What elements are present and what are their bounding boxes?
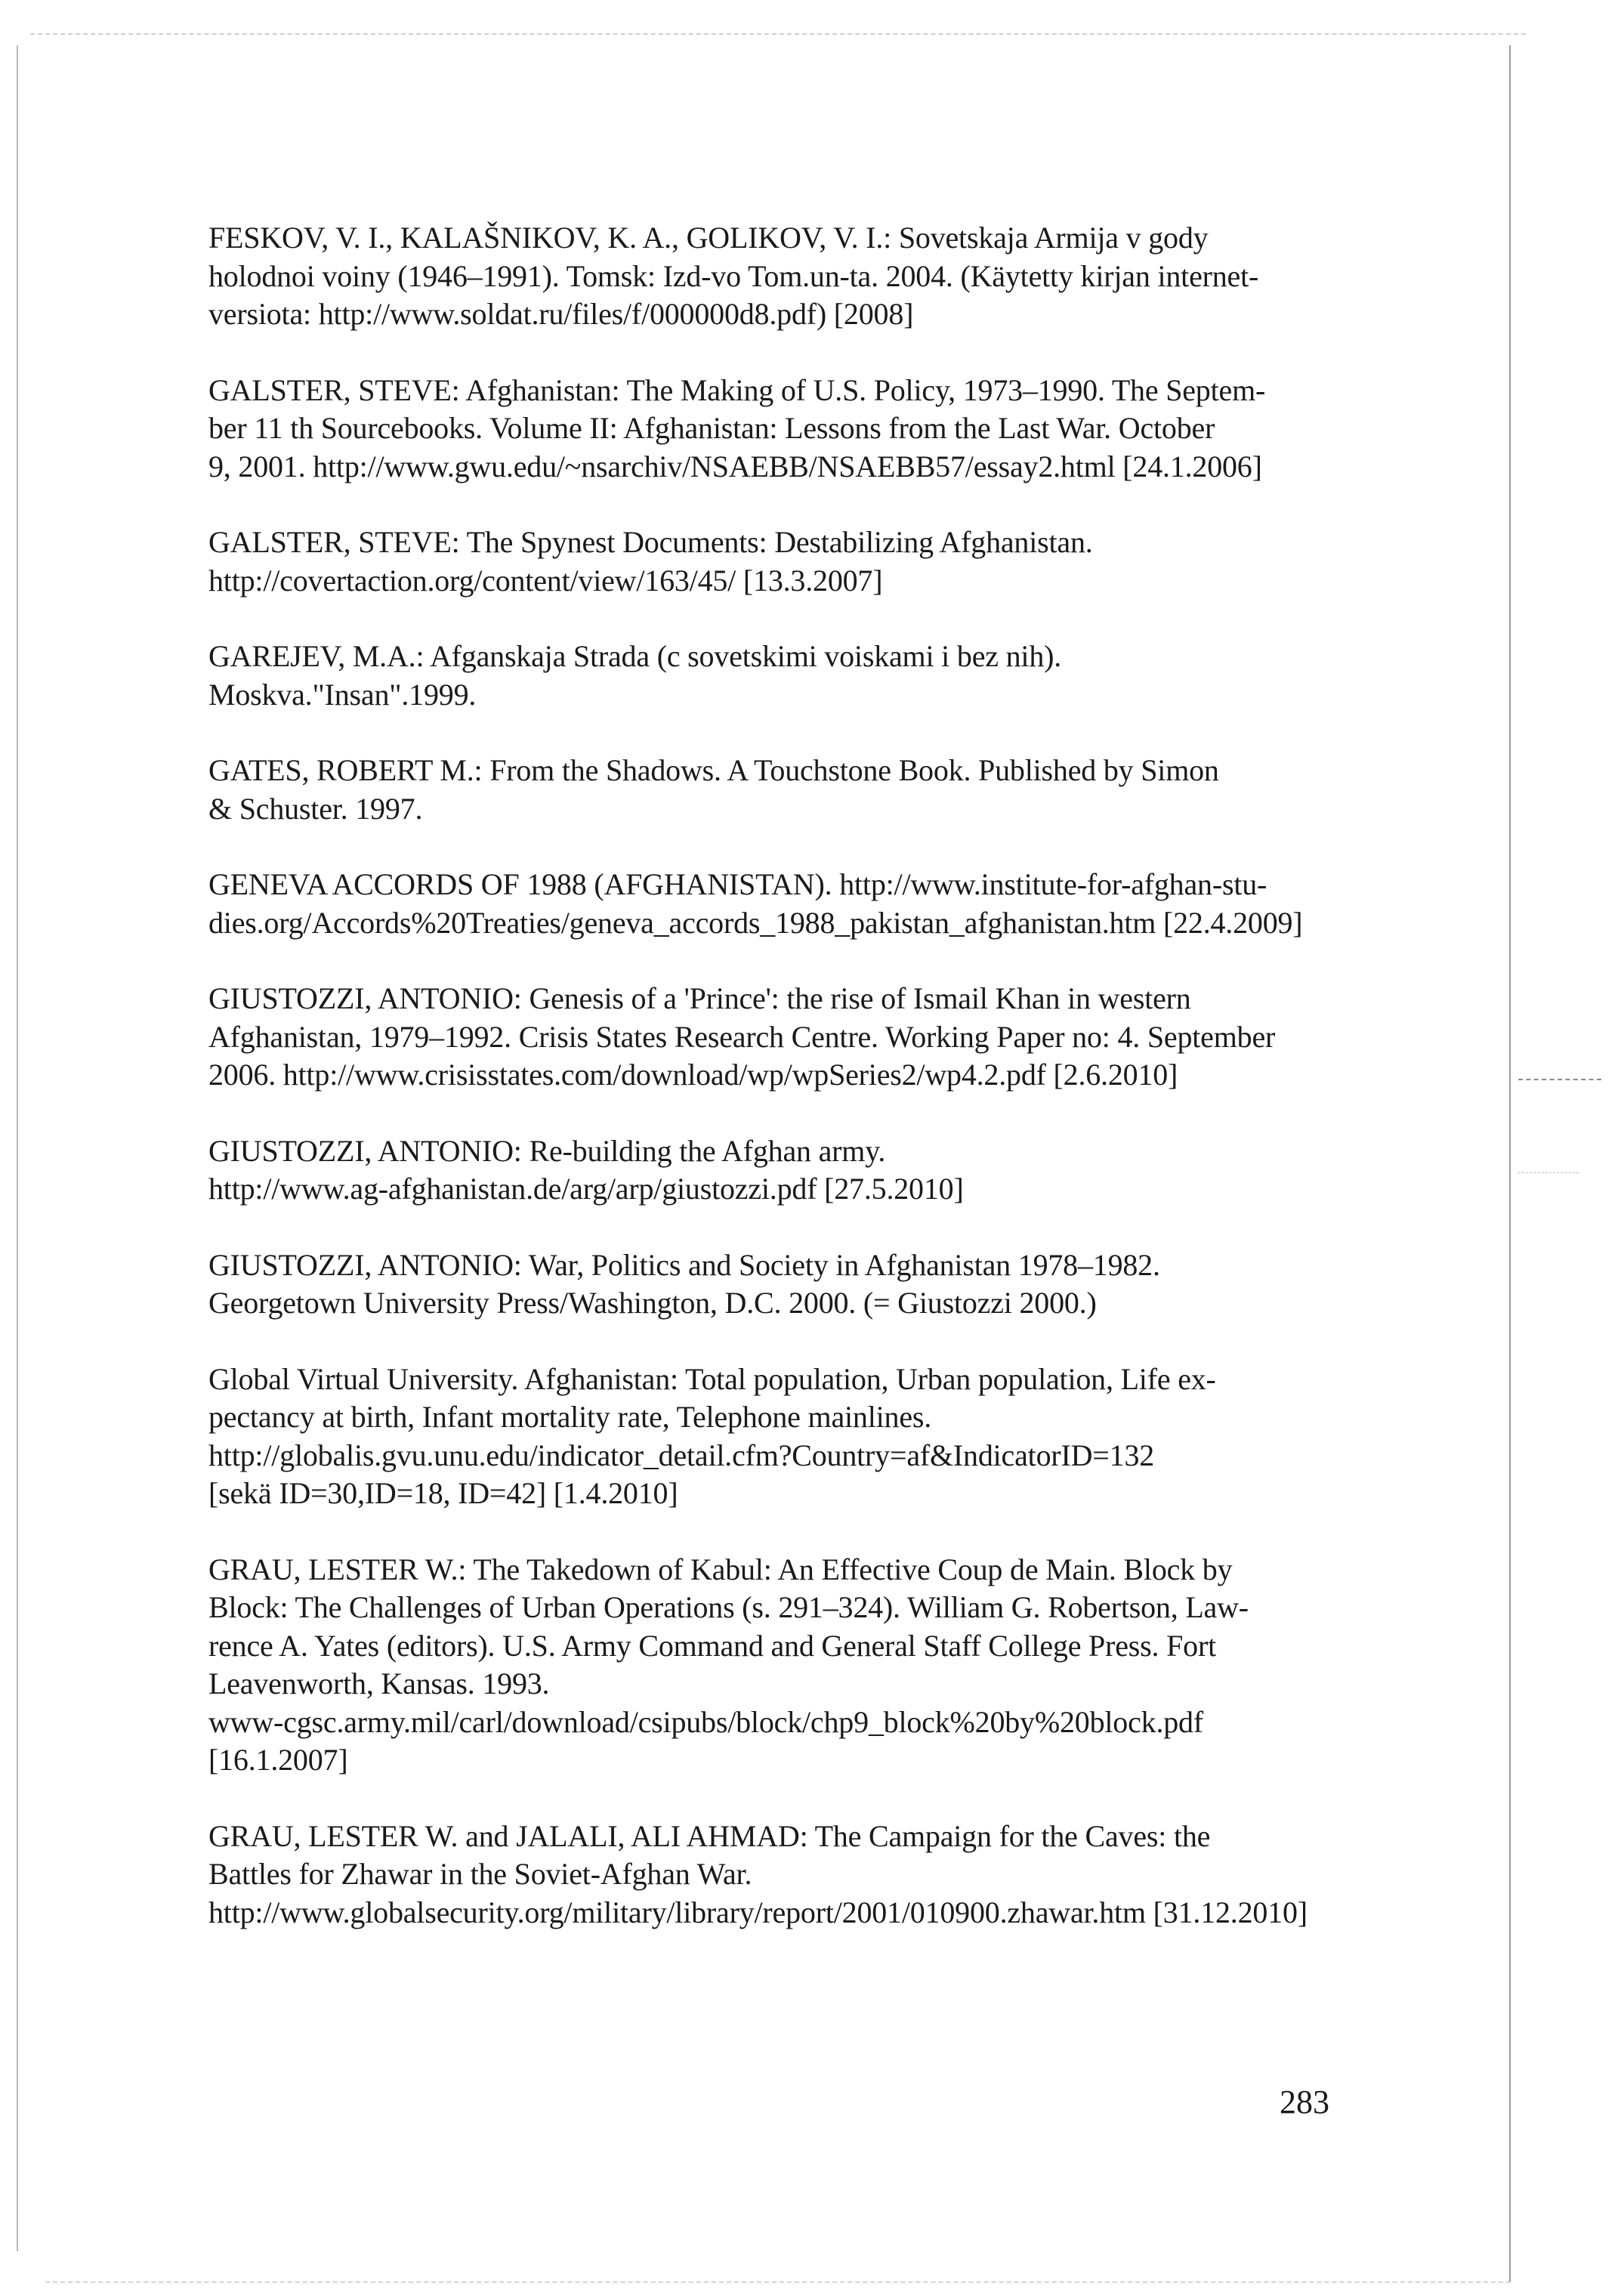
entry-line: pectancy at birth, Infant mortality rate, Telephone mainlines. [208, 1400, 932, 1434]
entry-line: GAREJEV, M.A.: Afganskaja Strada (c sovetskimi voiskami i bez nih). [208, 639, 1062, 673]
entry-line: http://www.globalsecurity.org/military/library/report/2001/010900.zhawar.htm [31.12.2010] [208, 1895, 1308, 1929]
bibliography-entry [208, 1361, 1326, 1513]
entry-line: holodnoi voiny (1946–1991). Tomsk: Izd-vo Tom.un-ta. 2004. (Käytetty kirjan internet- [208, 258, 1259, 293]
entry-line: ber 11 th Sourcebooks. Volume II: Afghanistan: Lessons from the Last War. October [208, 411, 1215, 445]
scan-margin-mark [1518, 1079, 1601, 1080]
bibliography-entry [208, 752, 1326, 828]
entry-line: dies.org/Accords%20Treaties/geneva_accords_1988_pakistan_afghanistan.htm [22.4.2009] [208, 905, 1303, 940]
entry-line: GATES, ROBERT M.: From the Shadows. A Touchstone Book. Published by Simon [208, 753, 1219, 787]
entry-line: 9, 2001. http://www.gwu.edu/~nsarchiv/NSAEBB/NSAEBB57/essay2.html [24.1.2006] [208, 449, 1262, 483]
entry-line: GRAU, LESTER W. and JALALI, ALI AHMAD: The Campaign for the Caves: the [208, 1818, 1211, 1853]
page-number: 283 [1280, 2083, 1329, 2120]
entry-line: Moskva."Insan".1999. [208, 677, 477, 712]
bibliography-entry [208, 1818, 1326, 1932]
entry-line: http://www.ag-afghanistan.de/arg/arp/giustozzi.pdf [27.5.2010] [208, 1172, 964, 1206]
entry-line: GIUSTOZZI, ANTONIO: War, Politics and Society in Afghanistan 1978–1982. [208, 1247, 1160, 1282]
bibliography-entry [208, 1551, 1326, 1780]
scan-edge-left [17, 45, 18, 2251]
bibliography-entry [208, 638, 1326, 714]
entry-line: [sekä ID=30,ID=18, ID=42] [1.4.2010] [208, 1476, 678, 1510]
entry-line: GALSTER, STEVE: The Spynest Documents: Destabilizing Afghanistan. [208, 525, 1093, 559]
entry-line: www-cgsc.army.mil/carl/download/csipubs/block/chp9_block%20by%20block.pdf [208, 1704, 1203, 1739]
entry-line: GIUSTOZZI, ANTONIO: Genesis of a 'Prince': the rise of Ismail Khan in western [208, 981, 1191, 1015]
entry-line: Battles for Zhawar in the Soviet-Afghan War. [208, 1857, 752, 1891]
bibliography-list [208, 219, 1326, 1969]
bibliography-entry [208, 1132, 1326, 1209]
entry-line: versiota: http://www.soldat.ru/files/f/000000d8.pdf) [2008] [208, 297, 914, 331]
entry-line: Leavenworth, Kansas. 1993. [208, 1666, 550, 1700]
scan-margin-mark [1518, 1172, 1579, 1173]
entry-line: & Schuster. 1997. [208, 791, 423, 826]
entry-line: http://covertaction.org/content/view/163/45/ [13.3.2007] [208, 563, 883, 598]
entry-line: GENEVA ACCORDS OF 1988 (AFGHANISTAN). http://www.institute-for-afghan-stu- [208, 867, 1267, 901]
scan-edge-right [1509, 45, 1511, 2281]
entry-line: GRAU, LESTER W.: The Takedown of Kabul: An Effective Coup de Main. Block by [208, 1552, 1233, 1586]
entry-line: Georgetown University Press/Washington, D.C. 2000. (= Giustozzi 2000.) [208, 1286, 1097, 1320]
entry-line: Afghanistan, 1979–1992. Crisis States Research Centre. Working Paper no: 4. September [208, 1019, 1276, 1054]
bibliography-entry [208, 219, 1326, 334]
scan-edge-top [30, 33, 1526, 35]
bibliography-entry [208, 866, 1326, 942]
entry-line: rence A. Yates (editors). U.S. Army Command and General Staff College Press. Fort [208, 1628, 1216, 1663]
entry-line: 2006. http://www.crisisstates.com/download/wp/wpSeries2/wp4.2.pdf [2.6.2010] [208, 1058, 1178, 1092]
entry-line: GALSTER, STEVE: Afghanistan: The Making of U.S. Policy, 1973–1990. The Septem- [208, 372, 1266, 407]
scan-edge-bottom [45, 2281, 1511, 2283]
entry-line: Global Virtual University. Afghanistan: Total population, Urban population, Life ex- [208, 1361, 1216, 1396]
bibliography-entry [208, 980, 1326, 1095]
bibliography-entry [208, 372, 1326, 486]
bibliography-entry [208, 524, 1326, 600]
entry-line: [16.1.2007] [208, 1743, 348, 1777]
entry-line: GIUSTOZZI, ANTONIO: Re-building the Afghan army. [208, 1133, 886, 1168]
bibliography-entry [208, 1246, 1326, 1323]
entry-line: http://globalis.gvu.unu.edu/indicator_detail.cfm?Country=af&IndicatorID=132 [208, 1438, 1155, 1472]
entry-line: Block: The Challenges of Urban Operations (s. 291–324). William G. Robertson, Law- [208, 1590, 1249, 1624]
entry-line: FESKOV, V. I., KALAŠNIKOV, K. A., GOLIKOV, V. I.: Sovetskaja Armija v gody [208, 221, 1209, 255]
